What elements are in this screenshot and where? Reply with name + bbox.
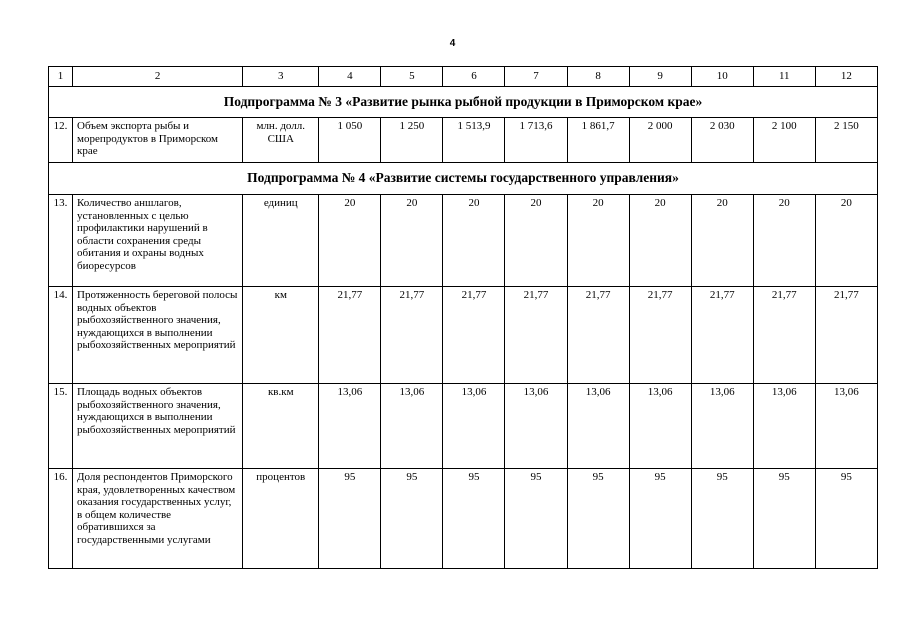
value-cell: 20 xyxy=(567,195,629,287)
section-title: Подпрограмма № 4 «Развитие системы государственного управления» xyxy=(49,163,878,195)
value-cell: 20 xyxy=(319,195,381,287)
value-cell: 2 100 xyxy=(753,118,815,163)
value-cell: 95 xyxy=(815,469,877,569)
value-cell: 95 xyxy=(629,469,691,569)
unit-cell: кв.км xyxy=(243,384,319,469)
table-row xyxy=(49,469,878,569)
value-cell: 13,06 xyxy=(505,384,567,469)
column-header: 12 xyxy=(815,67,877,87)
value-cell: 13,06 xyxy=(753,384,815,469)
value-cell: 2 030 xyxy=(691,118,753,163)
indicator-name: Доля респондентов Приморского края, удовлетворенных качеством оказания государственных услуг, в общем количестве обратившихся за государственными услугами xyxy=(73,469,243,569)
column-header: 2 xyxy=(73,67,243,87)
value-cell: 20 xyxy=(381,195,443,287)
value-cell: 21,77 xyxy=(629,287,691,384)
value-cell: 20 xyxy=(753,195,815,287)
value-cell: 95 xyxy=(691,469,753,569)
column-header: 4 xyxy=(319,67,381,87)
value-cell: 20 xyxy=(443,195,505,287)
row-number: 16. xyxy=(49,469,73,569)
value-cell: 20 xyxy=(815,195,877,287)
value-cell: 13,06 xyxy=(381,384,443,469)
value-cell: 21,77 xyxy=(319,287,381,384)
column-header: 8 xyxy=(567,67,629,87)
value-cell: 13,06 xyxy=(319,384,381,469)
column-header: 5 xyxy=(381,67,443,87)
value-cell: 95 xyxy=(505,469,567,569)
table-row xyxy=(49,287,878,384)
value-cell: 21,77 xyxy=(815,287,877,384)
value-cell: 13,06 xyxy=(567,384,629,469)
column-header: 10 xyxy=(691,67,753,87)
value-cell: 95 xyxy=(319,469,381,569)
unit-cell: км xyxy=(243,287,319,384)
value-cell: 21,77 xyxy=(567,287,629,384)
page-number: 4 xyxy=(449,38,456,49)
unit-cell: процентов xyxy=(243,469,319,569)
value-cell: 21,77 xyxy=(691,287,753,384)
indicators-table xyxy=(48,66,878,569)
indicator-name: Площадь водных объектов рыбохозяйственного значения, нуждающихся в выполнении рыбохозяйственных мероприятий xyxy=(73,384,243,469)
row-number: 13. xyxy=(49,195,73,287)
value-cell: 95 xyxy=(381,469,443,569)
unit-cell: единиц xyxy=(243,195,319,287)
table-row xyxy=(49,118,878,163)
value-cell: 95 xyxy=(753,469,815,569)
value-cell: 13,06 xyxy=(629,384,691,469)
column-header: 9 xyxy=(629,67,691,87)
value-cell: 21,77 xyxy=(505,287,567,384)
section-row xyxy=(49,87,878,118)
value-cell: 13,06 xyxy=(443,384,505,469)
row-number: 14. xyxy=(49,287,73,384)
section-title: Подпрограмма № 3 «Развитие рынка рыбной продукции в Приморском крае» xyxy=(49,87,878,118)
value-cell: 2 150 xyxy=(815,118,877,163)
table-row xyxy=(49,195,878,287)
value-cell: 13,06 xyxy=(691,384,753,469)
indicator-name: Количество аншлагов, установленных с целью профилактики нарушений в области сохранения среды обитания и охраны водных биоресурсов xyxy=(73,195,243,287)
value-cell: 21,77 xyxy=(443,287,505,384)
column-header: 11 xyxy=(753,67,815,87)
unit-cell: млн. долл. США xyxy=(243,118,319,163)
column-header: 1 xyxy=(49,67,73,87)
column-header: 6 xyxy=(443,67,505,87)
value-cell: 20 xyxy=(505,195,567,287)
value-cell: 1 050 xyxy=(319,118,381,163)
value-cell: 21,77 xyxy=(381,287,443,384)
value-cell: 20 xyxy=(691,195,753,287)
section-row xyxy=(49,163,878,195)
value-cell: 1 250 xyxy=(381,118,443,163)
value-cell: 21,77 xyxy=(753,287,815,384)
column-header: 7 xyxy=(505,67,567,87)
row-number: 15. xyxy=(49,384,73,469)
value-cell: 1 513,9 xyxy=(443,118,505,163)
value-cell: 95 xyxy=(443,469,505,569)
column-number-row xyxy=(49,67,878,87)
table-row xyxy=(49,384,878,469)
indicator-name: Объем экспорта рыбы и морепродуктов в Приморском крае xyxy=(73,118,243,163)
value-cell: 95 xyxy=(567,469,629,569)
column-header: 3 xyxy=(243,67,319,87)
value-cell: 20 xyxy=(629,195,691,287)
indicator-name: Протяженность береговой полосы водных объектов рыбохозяйственного значения, нуждающихся в выполнении рыбохозяйственных мероприятий xyxy=(73,287,243,384)
value-cell: 13,06 xyxy=(815,384,877,469)
value-cell: 2 000 xyxy=(629,118,691,163)
value-cell: 1 713,6 xyxy=(505,118,567,163)
row-number: 12. xyxy=(49,118,73,163)
value-cell: 1 861,7 xyxy=(567,118,629,163)
